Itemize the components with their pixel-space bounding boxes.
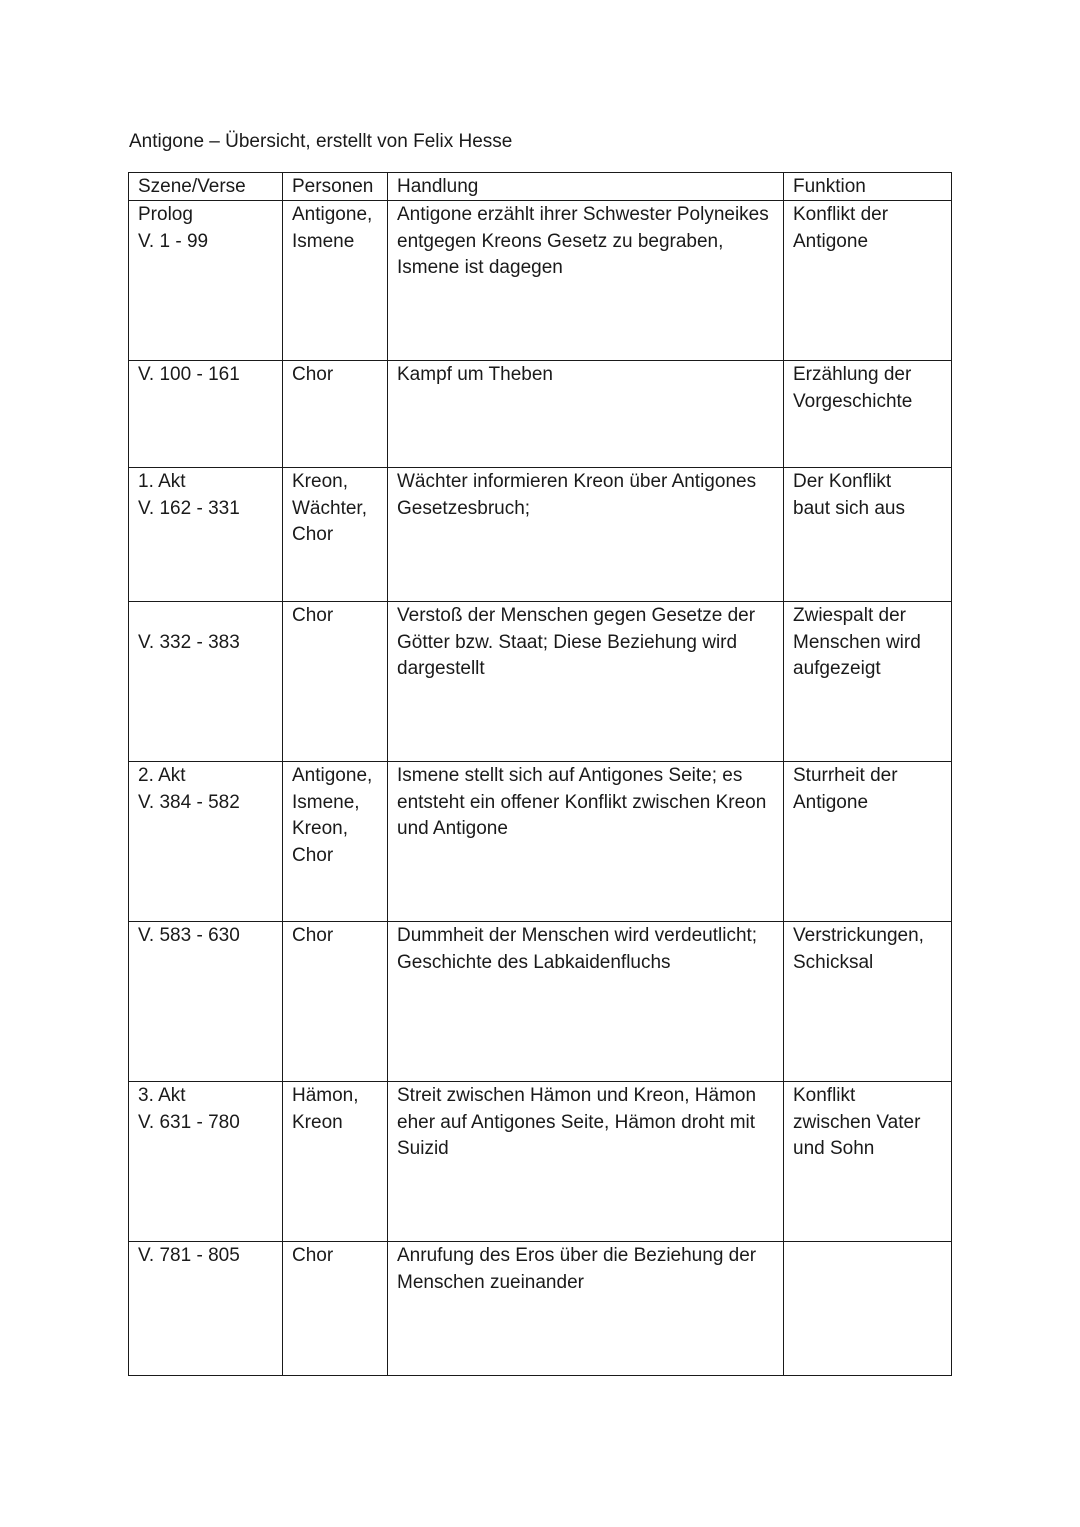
table-row <box>129 922 952 1082</box>
scene-line: V. 583 - 630 <box>138 925 240 946</box>
function-line: Konflikt <box>793 1085 856 1106</box>
person-line: Chor <box>292 364 334 385</box>
function-line: Zwiespalt der <box>793 605 906 626</box>
person-line: Hämon, <box>292 1085 359 1106</box>
document-title: Antigone – Übersicht, erstellt von Felix Hesse <box>129 131 513 152</box>
plot-cell <box>388 361 784 468</box>
function-line: Antigone <box>793 230 869 252</box>
function-cell <box>784 1082 952 1242</box>
scene-line: 1. Akt <box>138 471 186 492</box>
function-line: zwischen Vater <box>793 1111 921 1133</box>
function-line: Verstrickungen, <box>793 925 924 946</box>
scene-cell <box>129 762 283 922</box>
table-header-row <box>129 173 952 201</box>
function-line: Schicksal <box>793 951 874 973</box>
person-line: Kreon, <box>292 471 348 492</box>
person-line: Ismene, <box>292 791 360 813</box>
function-cell <box>784 1242 952 1376</box>
plot-text: Verstoß der Menschen gegen Gesetze der Götter bzw. Staat; Diese Beziehung wird dargestellt <box>397 605 756 679</box>
plot-cell <box>388 1082 784 1242</box>
person-line: Ismene <box>292 230 355 252</box>
function-cell <box>784 468 952 602</box>
scene-cell <box>129 468 283 602</box>
plot-text: Ismene stellt sich auf Antigones Seite; es entsteht ein offener Konflikt zwischen Kreon und Antigone <box>397 765 767 839</box>
function-line: baut sich aus <box>793 497 905 519</box>
plot-cell <box>388 468 784 602</box>
scene-line: V. 1 - 99 <box>138 230 209 252</box>
persons-cell <box>283 602 388 762</box>
plot-text: Streit zwischen Hämon und Kreon, Hämon eher auf Antigones Seite, Hämon droht mit Suizid <box>397 1085 757 1159</box>
function-cell <box>784 602 952 762</box>
persons-cell <box>283 468 388 602</box>
function-cell <box>784 361 952 468</box>
table-row <box>129 762 952 922</box>
header-persons: Personen <box>283 173 388 201</box>
header-plot: Handlung <box>388 173 784 201</box>
person-line: Chor <box>292 1245 334 1266</box>
persons-cell <box>283 1082 388 1242</box>
table-row <box>129 1242 952 1376</box>
scene-line: 3. Akt <box>138 1085 186 1106</box>
persons-cell <box>283 201 388 361</box>
function-line: und Sohn <box>793 1138 875 1159</box>
function-line: Menschen wird <box>793 631 921 653</box>
plot-text: Dummheit der Menschen wird verdeutlicht; Geschichte des Labkaidenfluchs <box>397 925 758 973</box>
person-line: Chor <box>292 524 334 545</box>
scene-line: 2. Akt <box>138 765 186 786</box>
function-line: aufgezeigt <box>793 658 881 679</box>
scene-cell <box>129 602 283 762</box>
scene-line: V. 332 - 383 <box>138 631 240 653</box>
function-line: Der Konflikt <box>793 471 892 492</box>
function-cell <box>784 762 952 922</box>
person-line: Antigone, <box>292 204 373 225</box>
scene-line: V. 781 - 805 <box>138 1245 240 1266</box>
header-scene: Szene/Verse <box>129 173 283 201</box>
table-row <box>129 468 952 602</box>
plot-text: Kampf um Theben <box>397 364 553 385</box>
person-line: Chor <box>292 605 334 626</box>
function-line: Konflikt der <box>793 204 889 225</box>
plot-cell <box>388 922 784 1082</box>
scene-cell <box>129 1082 283 1242</box>
overview-table <box>128 172 952 1376</box>
function-line: Erzählung der <box>793 364 912 385</box>
scene-spacer <box>138 603 276 630</box>
scene-cell <box>129 1242 283 1376</box>
scene-line: V. 631 - 780 <box>138 1111 240 1133</box>
scene-line: V. 162 - 331 <box>138 497 240 519</box>
person-line: Antigone, <box>292 765 373 786</box>
function-cell <box>784 201 952 361</box>
scene-cell <box>129 201 283 361</box>
plot-text: Wächter informieren Kreon über Antigones Gesetzesbruch; <box>397 471 757 519</box>
plot-cell <box>388 762 784 922</box>
plot-text: Antigone erzählt ihrer Schwester Polyneikes entgegen Kreons Gesetz zu begraben, Ismene ist dagegen <box>397 204 769 278</box>
table-row <box>129 201 952 361</box>
function-line: Vorgeschichte <box>793 390 913 412</box>
function-line: Antigone <box>793 791 869 813</box>
scene-line: V. 384 - 582 <box>138 791 240 813</box>
scene-cell <box>129 922 283 1082</box>
plot-cell <box>388 1242 784 1376</box>
function-cell <box>784 922 952 1082</box>
persons-cell <box>283 762 388 922</box>
person-line: Chor <box>292 925 334 946</box>
table-row <box>129 361 952 468</box>
plot-text: Anrufung des Eros über die Beziehung der Menschen zueinander <box>397 1245 757 1293</box>
plot-cell <box>388 201 784 361</box>
person-line: Chor <box>292 844 334 866</box>
scene-line: V. 100 - 161 <box>138 364 240 385</box>
persons-cell <box>283 361 388 468</box>
scene-cell <box>129 361 283 468</box>
person-line: Kreon, <box>292 818 348 839</box>
plot-cell <box>388 602 784 762</box>
person-line: Kreon <box>292 1111 343 1133</box>
function-line: Sturrheit der <box>793 765 898 786</box>
persons-cell <box>283 1242 388 1376</box>
table-row <box>129 602 952 762</box>
table-row <box>129 1082 952 1242</box>
person-line: Wächter, <box>292 497 367 519</box>
persons-cell <box>283 922 388 1082</box>
header-function: Funktion <box>784 173 952 201</box>
scene-line: Prolog <box>138 204 193 225</box>
